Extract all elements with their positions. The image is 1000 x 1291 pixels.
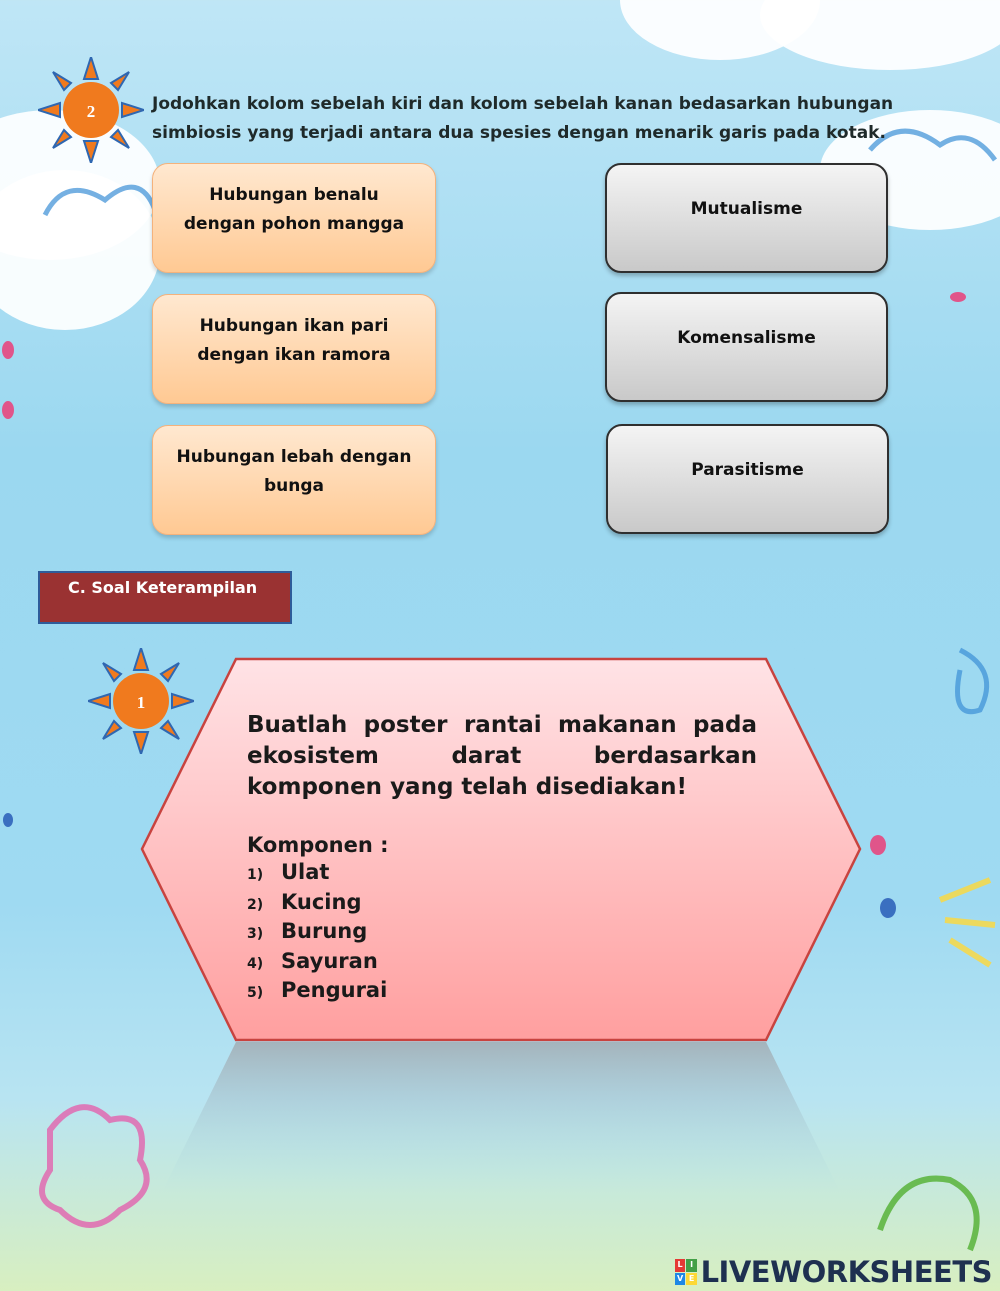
list-item: 5) Pengurai	[247, 978, 388, 1002]
task-content	[247, 710, 757, 1007]
task-card-reflection	[140, 1042, 862, 1192]
list-item: 1) Ulat	[247, 860, 330, 884]
list-item: 2) Kucing	[247, 889, 362, 914]
left-item-3[interactable]: Hubungan lebah dengan bunga	[152, 425, 436, 535]
sun-icon	[88, 648, 194, 754]
sun-number-badge	[88, 648, 194, 754]
matching-instruction: Jodohkan kolom sebelah kiri dan kolom sebelah kanan bedasarkan hubungan simbiosis yang terjadi antara dua spesies dengan menarik garis pada kotak.	[152, 94, 894, 143]
sun-icon	[38, 57, 144, 163]
components-label: Komponen :	[247, 833, 389, 857]
list-item: 3) Burung	[247, 919, 368, 943]
question-number: 1	[136, 693, 146, 712]
task-prompt: Buatlah poster rantai makanan pada ekosistem darat berdasarkan komponen yang telah disediakan!	[247, 712, 757, 800]
left-item-2[interactable]: Hubungan ikan pari dengan ikan ramora	[152, 294, 436, 404]
right-item-2[interactable]: Komensalisme	[605, 292, 888, 402]
sun-number-badge	[38, 57, 144, 163]
logo-text: LIVEWORKSHEETS	[700, 1255, 992, 1289]
right-item-3[interactable]: Parasitisme	[606, 424, 889, 534]
right-item-1[interactable]: Mutualisme	[605, 163, 888, 273]
question-number: 2	[86, 102, 96, 121]
components-list	[247, 859, 757, 1007]
liveworksheets-logo[interactable]	[675, 1255, 992, 1289]
left-item-1[interactable]: Hubungan benalu dengan pohon mangga	[152, 163, 436, 273]
logo-badge-icon: L I V E	[675, 1259, 697, 1285]
section-title: C. Soal Keterampilan	[38, 571, 292, 624]
list-item: 4) Sayuran	[247, 948, 378, 973]
